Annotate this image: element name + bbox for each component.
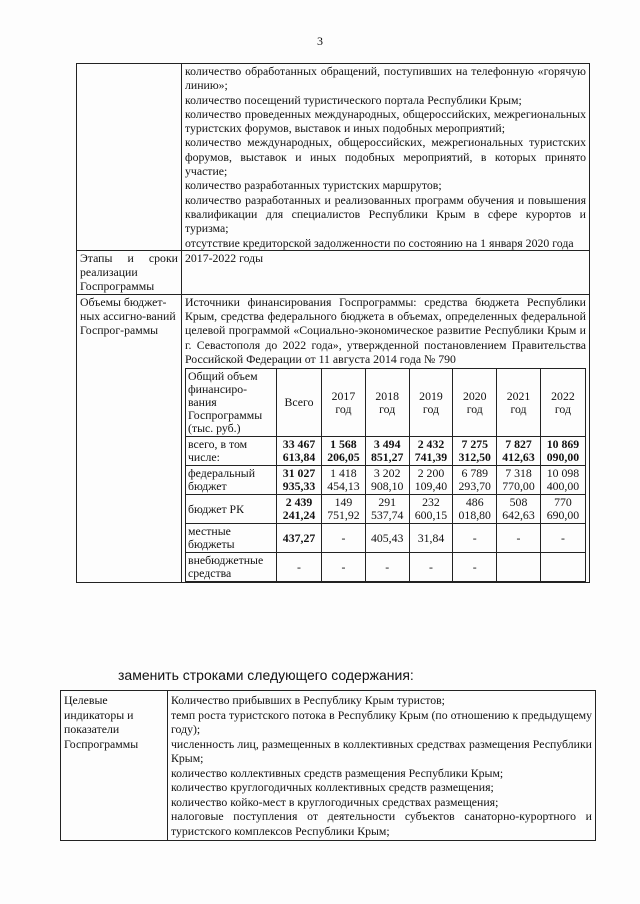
target-indicators-row — [61, 691, 596, 841]
funding-value: 3 202 908,10 — [365, 466, 409, 495]
program-passport-table — [76, 63, 590, 583]
indicator-item: количество койко-мест в круглогодичных средствах размещения; — [171, 794, 499, 809]
funding-value: - — [277, 553, 322, 582]
funding-value: - — [365, 553, 409, 582]
funding-cell — [182, 294, 590, 582]
indicators-continued-row — [77, 64, 590, 251]
funding-value: 232 600,15 — [409, 495, 453, 524]
funding-row-federal — [186, 466, 586, 495]
stages-label: Этапы и сроки реализации Госпрограммы — [77, 250, 182, 294]
funding-value: 31,84 — [409, 524, 453, 553]
replacement-instruction: заменить строками следующего содержания: — [118, 667, 414, 683]
target-indicators-label: Целевые индикаторы и показатели Госпрограммы — [61, 691, 168, 841]
funding-value: 31 027 935,33 — [277, 466, 322, 495]
indicator-item: количество обработанных обращений, поступивших на телефонную «горячую линию»; — [185, 64, 586, 93]
funding-value: 3 494 851,27 — [365, 437, 409, 466]
indicator-item: Количество прибывших в Республику Крым туристов; — [171, 693, 445, 707]
funding-row-label: федеральный бюджет — [186, 466, 277, 495]
funding-header-cell: 2019 год — [409, 369, 453, 437]
funding-value: - — [322, 524, 366, 553]
funding-value: 291 537,74 — [365, 495, 409, 524]
funding-value: 7 275 312,50 — [453, 437, 497, 466]
indicator-item: количество международных, общероссийских, межрегиональных туристских форумов, выставок и иных подобных мероприятий, в которых принято участие; — [185, 135, 586, 179]
target-indicators-list — [168, 691, 596, 841]
indicator-item: количество коллективных средств размещения Республики Крым; — [171, 765, 504, 780]
indicator-item: количество разработанных туристских маршрутов; — [185, 178, 442, 193]
funding-row-label: внебюджетные средства — [186, 553, 277, 582]
funding-label: Объемы бюджет-ных ассигно-ваний Госпрог-раммы — [77, 294, 182, 582]
funding-value: 6 789 293,70 — [453, 466, 497, 495]
indicator-item: количество разработанных и реализованных программ обучения и повышения квалификации для специалистов Республики Крым в сфере курортов и туризма; — [185, 192, 586, 236]
page-number: 3 — [317, 34, 323, 48]
funding-value: 1 418 454,13 — [322, 466, 366, 495]
funding-header-row — [186, 369, 586, 437]
indicator-item: темп роста туристского потока в Республику Крым (по отношению к предыдущему году); — [171, 707, 592, 736]
funding-value: 2 432 741,39 — [409, 437, 453, 466]
indicator-item: количество проведенных международных, общероссийских, межрегиональных туристских форумов, выставок и иных подобных мероприятий; — [185, 106, 586, 136]
funding-row-total — [186, 437, 586, 466]
funding-value: 1 568 206,05 — [322, 437, 366, 466]
funding-row-label: местные бюджеты — [186, 524, 277, 553]
funding-row-local — [186, 524, 586, 553]
funding-value: - — [497, 524, 541, 553]
funding-table — [185, 368, 586, 582]
funding-row-regional — [186, 495, 586, 524]
funding-header-cell: Общий объем финансиро-вания Госпрограммы (тыс. руб.) — [186, 369, 277, 437]
funding-value: 7 318 770,00 — [497, 466, 541, 495]
funding-value: 10 869 090,00 — [540, 437, 585, 466]
funding-value: - — [453, 524, 497, 553]
indicator-item: количество посещений туристического портала Республики Крым; — [185, 92, 522, 107]
funding-value: 770 690,00 — [540, 495, 585, 524]
funding-value: 437,27 — [277, 524, 322, 553]
funding-row-label: всего, в том числе: — [186, 437, 277, 466]
funding-value: 508 642,63 — [497, 495, 541, 524]
funding-value: 10 098 400,00 — [540, 466, 585, 495]
funding-value: - — [540, 524, 585, 553]
funding-value: - — [453, 553, 497, 582]
funding-value: 486 018,80 — [453, 495, 497, 524]
indicators-list — [182, 64, 590, 251]
indicator-item: налоговые поступления от деятельности субъектов санаторно-курортного и туристского комплексов Республики Крым; — [171, 809, 592, 838]
funding-value: 149 751,92 — [322, 495, 366, 524]
funding-row-label: бюджет РК — [186, 495, 277, 524]
funding-header-cell: 2018 год — [365, 369, 409, 437]
funding-value: - — [322, 553, 366, 582]
funding-value: 33 467 613,84 — [277, 437, 322, 466]
stages-value: 2017-2022 годы — [182, 250, 590, 294]
funding-value: 405,43 — [365, 524, 409, 553]
funding-sources-text: Источники финансирования Госпрограммы: средства бюджета Республики Крым, средства федерального бюджета в объемах, определенных федеральной целевой программой «Социально-экономическое развитие Республики Крым и г. Севастополя до 2022 года», утвержденной постановлением Правительства Российской Федерации от 11 августа 2014 года № 790 — [185, 294, 586, 366]
indicator-item: количество круглогодичных коллективных средств размещения; — [171, 780, 494, 794]
stages-row — [77, 250, 590, 294]
replacement-table — [60, 690, 596, 841]
funding-row-extrabudget — [186, 553, 586, 582]
funding-row — [77, 294, 590, 582]
indicator-item: численность лиц, размещенных в коллективных средствах размещения Республики Крым; — [171, 736, 592, 765]
funding-header-cell: 2022 год — [540, 369, 585, 437]
indicator-item: отсутствие кредиторской задолженности по состоянию на 1 января 2020 года — [185, 235, 574, 250]
funding-header-cell: 2021 год — [497, 369, 541, 437]
funding-header-cell: Всего — [277, 369, 322, 437]
funding-value: - — [409, 553, 453, 582]
funding-header-cell: 2020 год — [453, 369, 497, 437]
funding-value: 2 439 241,24 — [277, 495, 322, 524]
funding-header-cell: 2017 год — [322, 369, 366, 437]
empty-label-cell — [77, 64, 182, 251]
funding-value — [497, 553, 541, 582]
funding-value — [540, 553, 585, 582]
funding-value: 7 827 412,63 — [497, 437, 541, 466]
funding-value: 2 200 109,40 — [409, 466, 453, 495]
